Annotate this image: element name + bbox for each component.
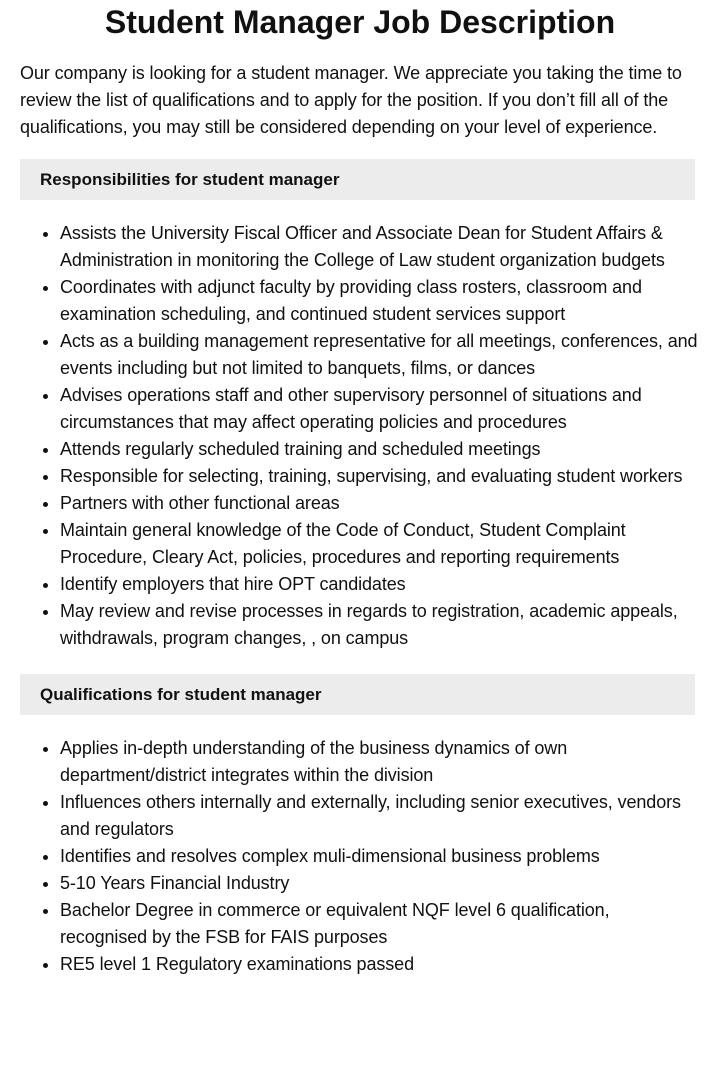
list-item: • Coordinates with adjunct faculty by providing class rosters, classroom and examination scheduling, and continued student services support (60, 274, 698, 328)
list-item: • May review and revise processes in regards to registration, academic appeals, withdrawals, program changes, , on campus (60, 598, 698, 652)
list-item: • Attends regularly scheduled training and scheduled meetings (60, 436, 698, 463)
list-item: • Acts as a building management representative for all meetings, conferences, and events including but not limited to banquets, films, or dances (60, 328, 698, 382)
qualifications-heading: Qualifications for student manager (20, 674, 695, 715)
list-item: • Advises operations staff and other supervisory personnel of situations and circumstances that may affect operating policies and procedures (60, 382, 698, 436)
responsibilities-heading: Responsibilities for student manager (20, 159, 695, 200)
list-item: • Partners with other functional areas (60, 490, 698, 517)
list-item: • Influences others internally and externally, including senior executives, vendors and regulators (60, 789, 698, 843)
list-item: • RE5 level 1 Regulatory examinations passed (60, 951, 698, 978)
page-title: Student Manager Job Description (104, 4, 616, 40)
list-item: • 5-10 Years Financial Industry (60, 870, 698, 897)
list-item: • Applies in-depth understanding of the business dynamics of own department/district integrates within the division (60, 735, 698, 789)
intro-paragraph: Our company is looking for a student manager. We appreciate you taking the time to review the list of qualifications and to apply for the position. If you don’t fill all of the qualifications, you may still be considered depending on your level of experience. (20, 63, 682, 137)
responsibilities-list (20, 220, 698, 652)
list-item: • Assists the University Fiscal Officer and Associate Dean for Student Affairs & Administration in monitoring the College of Law student organization budgets (60, 220, 698, 274)
qualifications-list (20, 735, 698, 978)
list-item: • Responsible for selecting, training, supervising, and evaluating student workers (60, 463, 698, 490)
list-item: • Identify employers that hire OPT candidates (60, 571, 698, 598)
list-item: • Bachelor Degree in commerce or equivalent NQF level 6 qualification, recognised by the FSB for FAIS purposes (60, 897, 698, 951)
list-item: • Identifies and resolves complex muli-dimensional business problems (60, 843, 698, 870)
list-item: • Maintain general knowledge of the Code of Conduct, Student Complaint Procedure, Cleary Act, policies, procedures and reporting requirements (60, 517, 698, 571)
